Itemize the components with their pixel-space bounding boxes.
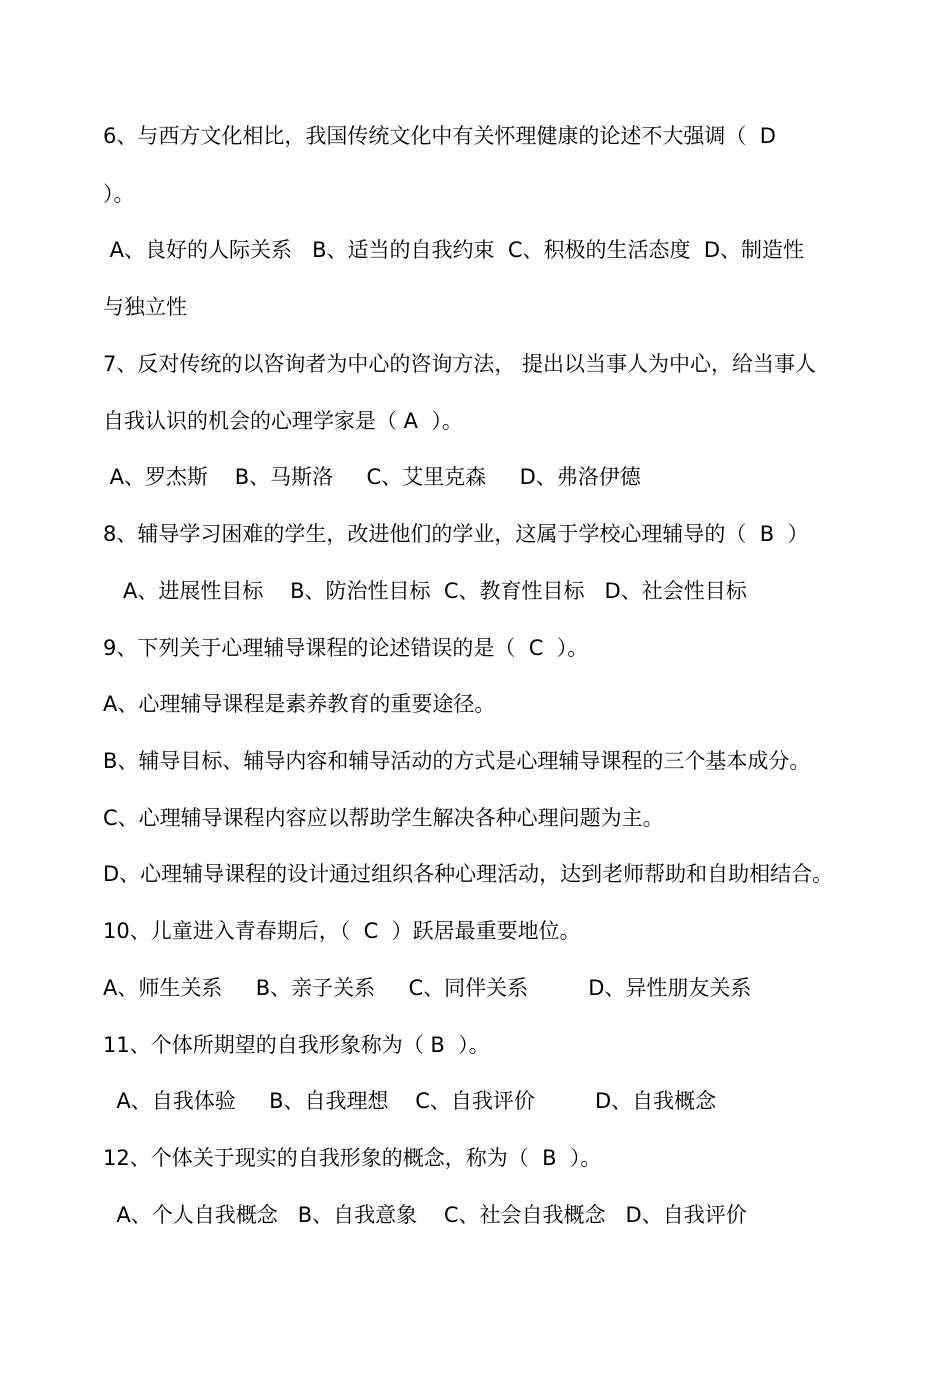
question-9-stem: 9、下列关于心理辅导课程的论述错误的是（ C ）。 [103, 636, 589, 660]
question-12-options: A、个人自我概念 B、自我意象 C、社会自我概念 D、自我评价 [103, 1203, 747, 1227]
question-6-options-line-1: A、良好的人际关系 B、适当的自我约束 C、积极的生活态度 D、制造性 [103, 238, 805, 262]
question-9-option-c: C、心理辅导课程内容应以帮助学生解决各种心理问题为主。 [103, 806, 664, 830]
question-7-options: A、罗杰斯 B、马斯洛 C、艾里克森 D、弗洛伊德 [103, 465, 641, 489]
question-9-option-b: B、辅导目标、辅导内容和辅导活动的方式是心理辅导课程的三个基本成分。 [103, 749, 811, 773]
question-12-stem: 12、个体关于现实的自我形象的概念，称为（ B ）。 [103, 1146, 602, 1170]
question-10-options: A、师生关系 B、亲子关系 C、同伴关系 D、异性朋友关系 [103, 976, 752, 1000]
question-6-options-line-2: 与独立性 [103, 295, 187, 319]
question-11-stem: 11、个体所期望的自我形象称为（ B ）。 [103, 1033, 490, 1057]
question-8-stem: 8、辅导学习困难的学生，改进他们的学业，这属于学校心理辅导的（ B ） [103, 522, 809, 546]
question-8-options: A、进展性目标 B、防治性目标 C、教育性目标 D、社会性目标 [103, 579, 747, 603]
question-6-stem-line-1: 6、与西方文化相比，我国传统文化中有关怀理健康的论述不大强调（ D [103, 124, 776, 148]
question-11-options: A、自我体验 B、自我理想 C、自我评价 D、自我概念 [103, 1089, 717, 1113]
question-7-stem-line-2: 自我认识的机会的心理学家是（ A ）。 [103, 409, 463, 433]
question-9-option-a: A、心理辅导课程是素养教育的重要途径。 [103, 692, 496, 716]
question-6-stem-line-2: ）。 [103, 182, 135, 206]
question-7-stem-line-1: 7、反对传统的以咨询者为中心的咨询方法， 提出以当事人为中心，给当事人 [103, 352, 817, 376]
question-9-option-d: D、心理辅导课程的设计通过组织各种心理活动，达到老师帮助和自助相结合。 [103, 862, 834, 886]
question-10-stem: 10、儿童进入青春期后，（ C ）跃居最重要地位。 [103, 919, 581, 943]
